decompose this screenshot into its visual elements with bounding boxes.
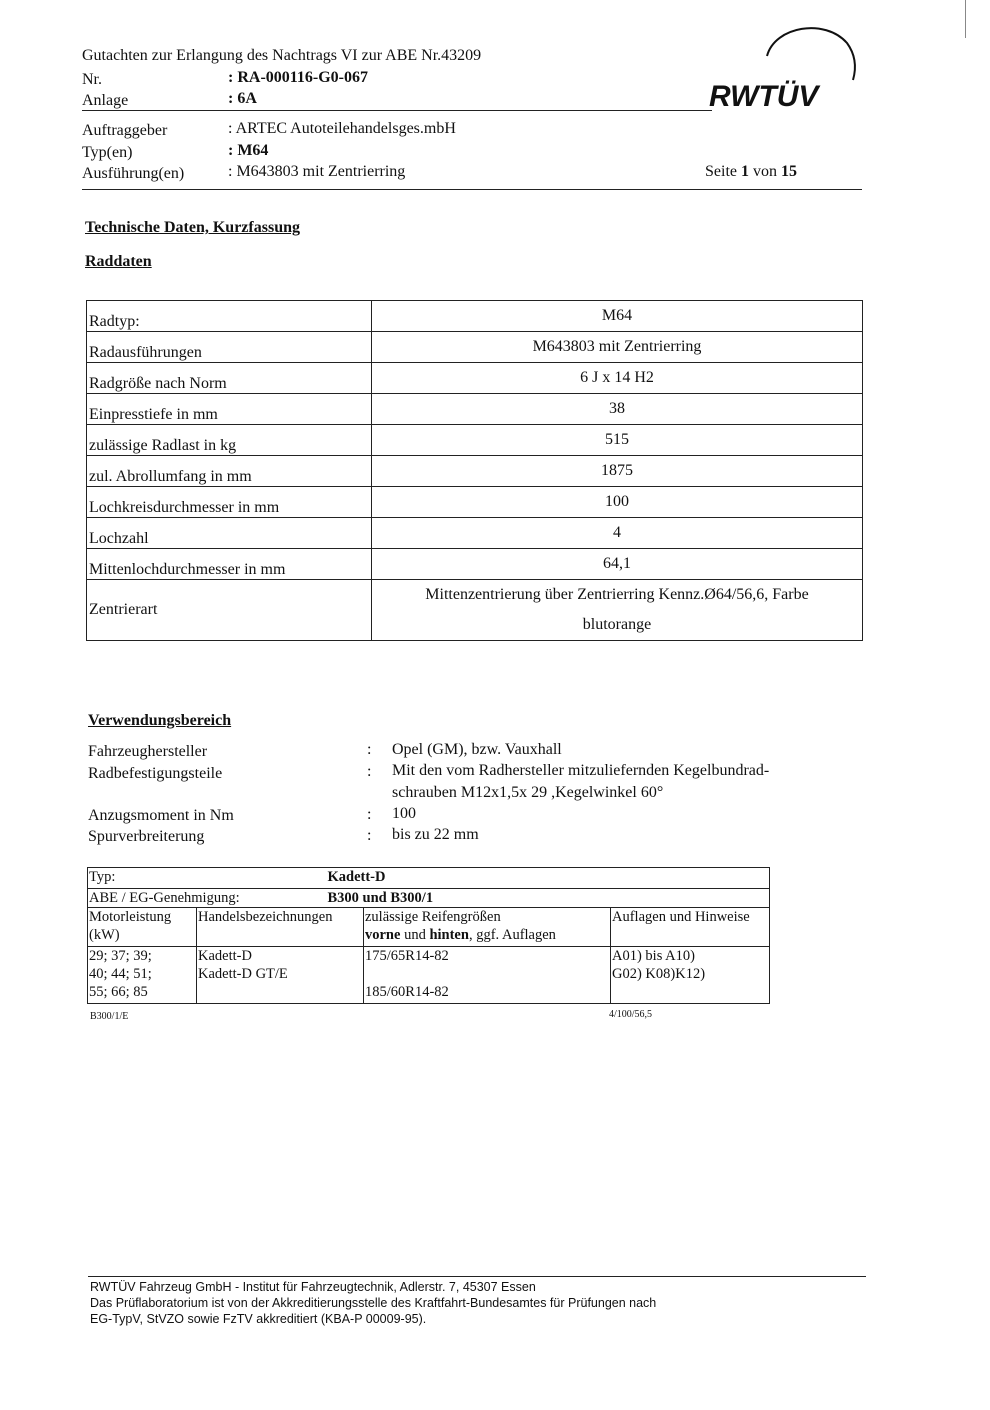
raddaten-label: Zentrierart xyxy=(87,580,372,641)
col-header-reifen-line1: zulässige Reifengrößen xyxy=(365,909,501,925)
raddaten-row xyxy=(87,363,863,394)
befestigung-colon: : xyxy=(367,763,372,780)
handel-cell xyxy=(197,947,364,1004)
auftraggeber-value: : ARTEC Autoteilehandelsges.mbH xyxy=(228,120,456,137)
typ-value: : M64 xyxy=(228,142,269,159)
anlage-value: : 6A xyxy=(228,90,257,107)
anzug-label: Anzugsmoment in Nm xyxy=(88,807,234,824)
scan-edge-mark xyxy=(965,0,966,38)
raddaten-value: M64 xyxy=(372,301,863,332)
auftraggeber-label: Auftraggeber xyxy=(82,122,168,139)
footer-line-2: Das Prüflaboratorium ist von der Akkreditierungsstelle des Kraftfahrt-Bundesamtes für Prüfungen nach xyxy=(90,1296,657,1310)
raddaten-label: Mittenlochdurchmesser in mm xyxy=(87,549,372,580)
reifen-auflagen: , ggf. Auflagen xyxy=(468,927,556,943)
auflagen-cell xyxy=(611,947,770,1004)
auflagen-line-1: A01) bis A10) xyxy=(612,948,695,964)
typ-row-label: Typ: xyxy=(89,869,116,885)
raddaten-value: 6 J x 14 H2 xyxy=(372,363,863,394)
raddaten-row xyxy=(87,425,863,456)
abe-row-value: B300 und B300/1 xyxy=(327,890,434,906)
raddaten-value: 4 xyxy=(372,518,863,549)
raddaten-row xyxy=(87,456,863,487)
raddaten-label: Radgröße nach Norm xyxy=(87,363,372,394)
nr-label: Nr. xyxy=(82,71,102,88)
raddaten-row xyxy=(87,394,863,425)
footer-rule xyxy=(88,1276,866,1277)
abe-row-label: ABE / EG-Genehmigung: xyxy=(89,890,240,906)
raddaten-label: Lochzahl xyxy=(87,518,372,549)
hersteller-colon: : xyxy=(367,741,372,758)
rwtuev-logo xyxy=(705,18,865,113)
anzug-colon: : xyxy=(367,806,372,823)
motor-cell xyxy=(88,947,197,1004)
befestigung-value-1: Mit den vom Radhersteller mitzuliefernden Kegelbundrad- xyxy=(392,762,770,779)
raddaten-table xyxy=(86,300,863,641)
raddaten-value: M643803 mit Zentrierring xyxy=(372,332,863,363)
raddaten-value: 1875 xyxy=(372,456,863,487)
auflagen-line-2: G02) K08)K12) xyxy=(612,966,706,982)
heading-technische-daten: Technische Daten, Kurzfassung xyxy=(85,219,300,236)
raddaten-row xyxy=(87,301,863,332)
abe-row xyxy=(88,889,770,908)
raddaten-row xyxy=(87,332,863,363)
raddaten-value: 515 xyxy=(372,425,863,456)
ausfuehrung-label: Ausführung(en) xyxy=(82,165,185,182)
nr-value: : RA-000116-G0-067 xyxy=(228,69,368,86)
col-header-auflagen: Auflagen und Hinweise xyxy=(611,908,770,947)
handel-line-1: Kadett-D xyxy=(198,948,252,964)
typ-row xyxy=(88,868,770,889)
typ-table-foot-left: B300/1/E xyxy=(90,1011,129,1022)
page-indicator xyxy=(705,163,797,181)
raddaten-label: Radausführungen xyxy=(87,332,372,363)
raddaten-value: 100 xyxy=(372,487,863,518)
logo-text: RWTÜV xyxy=(709,80,819,113)
befestigung-label: Radbefestigungsteile xyxy=(88,765,223,782)
raddaten-value: 38 xyxy=(372,394,863,425)
heading-verwendungsbereich: Verwendungsbereich xyxy=(88,712,232,729)
col-header-reifen-line2 xyxy=(365,926,609,944)
raddaten-label: Radtyp: xyxy=(87,301,372,332)
spur-value: bis zu 22 mm xyxy=(392,826,479,843)
seite-num: 1 xyxy=(741,163,749,180)
befestigung-value-2: schrauben M12x1,5x 29 ,Kegelwinkel 60° xyxy=(392,784,664,801)
motor-line-2: 40; 44; 51; xyxy=(89,966,152,982)
anzug-value: 100 xyxy=(392,805,416,822)
seite-prefix: Seite xyxy=(705,163,737,180)
typ-table-data-row xyxy=(88,947,770,1004)
raddaten-label: zul. Abrollumfang in mm xyxy=(87,456,372,487)
hersteller-value: Opel (GM), bzw. Vauxhall xyxy=(392,741,562,758)
anlage-label: Anlage xyxy=(82,92,129,109)
typ-label: Typ(en) xyxy=(82,144,133,161)
raddaten-label: Einpresstiefe in mm xyxy=(87,394,372,425)
col-header-reifen xyxy=(364,908,611,947)
ausfuehrung-value: : M643803 mit Zentrierring xyxy=(228,163,406,180)
seite-total: 15 xyxy=(781,163,797,180)
hersteller-label: Fahrzeughersteller xyxy=(88,743,208,760)
raddaten-row xyxy=(87,549,863,580)
typ-table-foot-right: 4/100/56,5 xyxy=(609,1009,653,1020)
raddaten-row xyxy=(87,580,863,641)
reifen-vorne: vorne xyxy=(365,927,401,943)
fahrzeug-typ-table xyxy=(87,867,770,1004)
typ-table-header-row xyxy=(88,908,770,947)
seite-mid: von xyxy=(753,163,777,180)
reifen-und: und xyxy=(400,927,430,943)
footer-line-1: RWTÜV Fahrzeug GmbH - Institut für Fahrzeugtechnik, Adlerstr. 7, 45307 Essen xyxy=(90,1280,536,1294)
raddaten-value: 64,1 xyxy=(372,549,863,580)
raddaten-row xyxy=(87,487,863,518)
motor-line-1: 29; 37; 39; xyxy=(89,948,152,964)
typ-cell xyxy=(88,868,770,889)
reifen-line-2: 185/60R14-82 xyxy=(365,984,449,1000)
raddaten-value-line-1: Mittenzentrierung über Zentrierring Kennz.Ø64/56,6, Farbe xyxy=(425,586,809,603)
col-header-handel: Handelsbezeichnungen xyxy=(197,908,364,947)
reifen-line-1: 175/65R14-82 xyxy=(365,948,449,964)
header-bottom-rule xyxy=(82,189,862,190)
footer-line-3: EG-TypV, StVZO sowie FzTV akkreditiert (KBA-P 00009-95). xyxy=(90,1312,427,1326)
raddaten-value-line-2: blutorange xyxy=(582,616,652,633)
reifen-hinten: hinten xyxy=(429,927,469,943)
col-header-motor: Motorleistung (kW) xyxy=(88,908,197,947)
heading-raddaten: Raddaten xyxy=(85,253,152,270)
header-rule xyxy=(82,110,712,111)
typ-row-value: Kadett-D xyxy=(327,869,386,885)
handel-line-2: Kadett-D GT/E xyxy=(198,966,288,982)
raddaten-label: zulässige Radlast in kg xyxy=(87,425,372,456)
reifen-cell xyxy=(364,947,611,1004)
header-title-line: Gutachten zur Erlangung des Nachtrags VI zur ABE Nr.43209 xyxy=(82,47,482,64)
raddaten-row xyxy=(87,518,863,549)
motor-line-3: 55; 66; 85 xyxy=(89,984,148,1000)
raddaten-label: Lochkreisdurchmesser in mm xyxy=(87,487,372,518)
spur-colon: : xyxy=(367,827,372,844)
raddaten-value xyxy=(372,580,863,641)
abe-cell xyxy=(88,889,770,908)
spur-label: Spurverbreiterung xyxy=(88,828,205,845)
